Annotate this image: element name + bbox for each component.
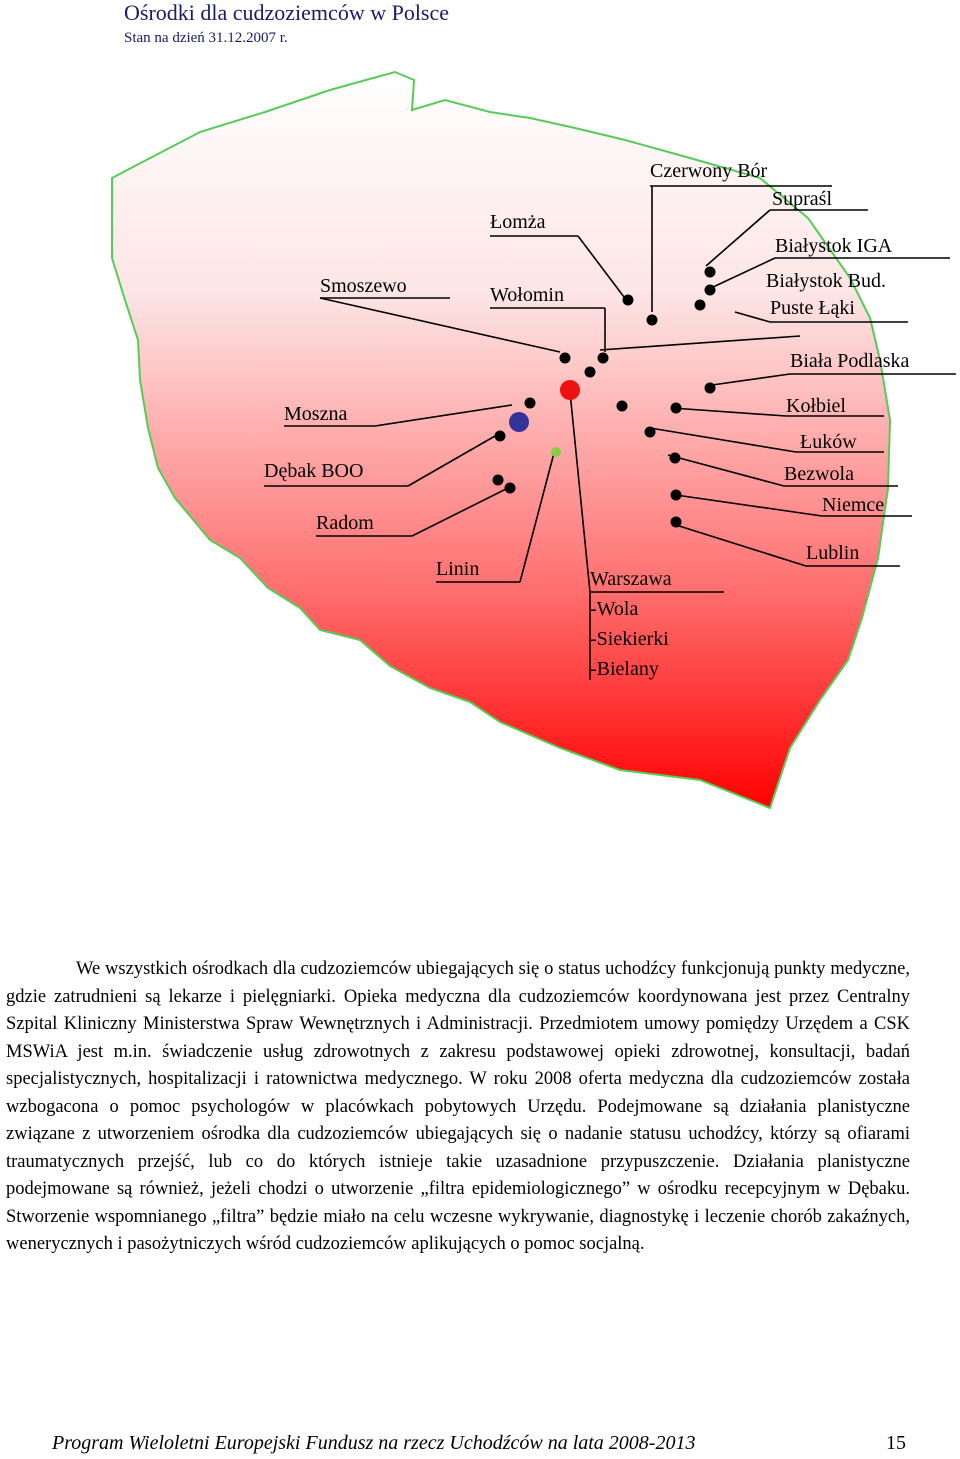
footer-text: Program Wieloletni Europejski Fundusz na rzecz Uchodźców na lata 2008-2013 [52, 1432, 696, 1454]
label-smoszewo: Smoszewo [320, 275, 407, 297]
label-czerwony-bor: Czerwony Bór [650, 160, 768, 182]
label-wolomin: Wołomin [490, 284, 564, 306]
site-dot-blue [509, 412, 529, 432]
label-puste-laki: Puste Łąki [770, 297, 855, 319]
label-bialystok-iga: Białystok IGA [775, 235, 893, 257]
label-radom: Radom [316, 512, 374, 534]
label-suprasl: Supraśl [772, 188, 832, 210]
body-text: We wszystkich ośrodkach dla cudzoziemców ubiegających się o status uchodźcy funkcjonują punkty medyczne, gdzie zatrudnieni są lekarze i pielęgniarki. Opieka medyczna dla cudzoziemców koordynowana jest przez Centralny Szpital Kliniczny Ministerstwa Spraw Wewnętrznych i Administracji. Przedmiotem umowy pomiędzy Urzędem a CSK MSWiA jest m.in. świadczenie usług zdrowotnych z zakresu podstawowej opieki zdrowotnej, konsultacji, badań specjalistycznych, hospitalizacji i ratownictwa medycznego. W roku 2008 oferta medyczna dla cudzoziemców została wzbogacona o pomoc psychologów w placówkach pobytowych Urzędu. Podejmowane są działania planistyczne związane z utworzeniem ośrodka dla cudzoziemców ubiegających się o nadanie statusu uchodźcy, którzy są ofiarami traumatycznych przejść, lub co do których istnieje takie uzasadnione przypuszczenie. Działania planistyczne podejmowane są również, jeżeli chodzi o utworzenie „filtra epidemiologicznego” w ośrodku recepcyjnym w Dębaku. Stworzenie wspomnianego „filtra” będzie miało na celu wczesne wykrywanie, diagnostykę i leczenie chorób zakaźnych, wenerycznych i pasożytniczych wśród cudzoziemców aplikujących o pomoc socjalną. [6, 959, 910, 1254]
site-dot-green [551, 447, 561, 457]
label-kolbiel: Kołbiel [786, 395, 846, 417]
label-moszna: Moszna [284, 403, 348, 425]
body-paragraph [6, 956, 910, 1259]
label-bielany: -Bielany [590, 658, 659, 680]
label-niemce: Niemce [822, 494, 885, 516]
label-bezwola: Bezwola [784, 463, 854, 485]
label-lukow: Łuków [800, 431, 857, 453]
page-subtitle: Stan na dzień 31.12.2007 r. [124, 30, 288, 46]
page-number: 15 [886, 1432, 906, 1454]
page-title: Ośrodki dla cudzoziemców w Polsce [124, 0, 450, 25]
label-wola: -Wola [590, 598, 639, 620]
label-biala-podlaska: Biała Podlaska [790, 350, 910, 372]
label-lublin: Lublin [806, 542, 860, 564]
label-warszawa: Warszawa [590, 568, 672, 590]
label-siekierki: -Siekierki [590, 628, 669, 650]
header [124, 0, 449, 48]
label-bialystok-bud: Białystok Bud. [766, 270, 887, 292]
site-dot-red [560, 380, 580, 400]
label-linin: Linin [436, 558, 480, 580]
label-lomza: Łomża [490, 211, 546, 233]
label-debak-boo: Dębak BOO [264, 460, 364, 482]
